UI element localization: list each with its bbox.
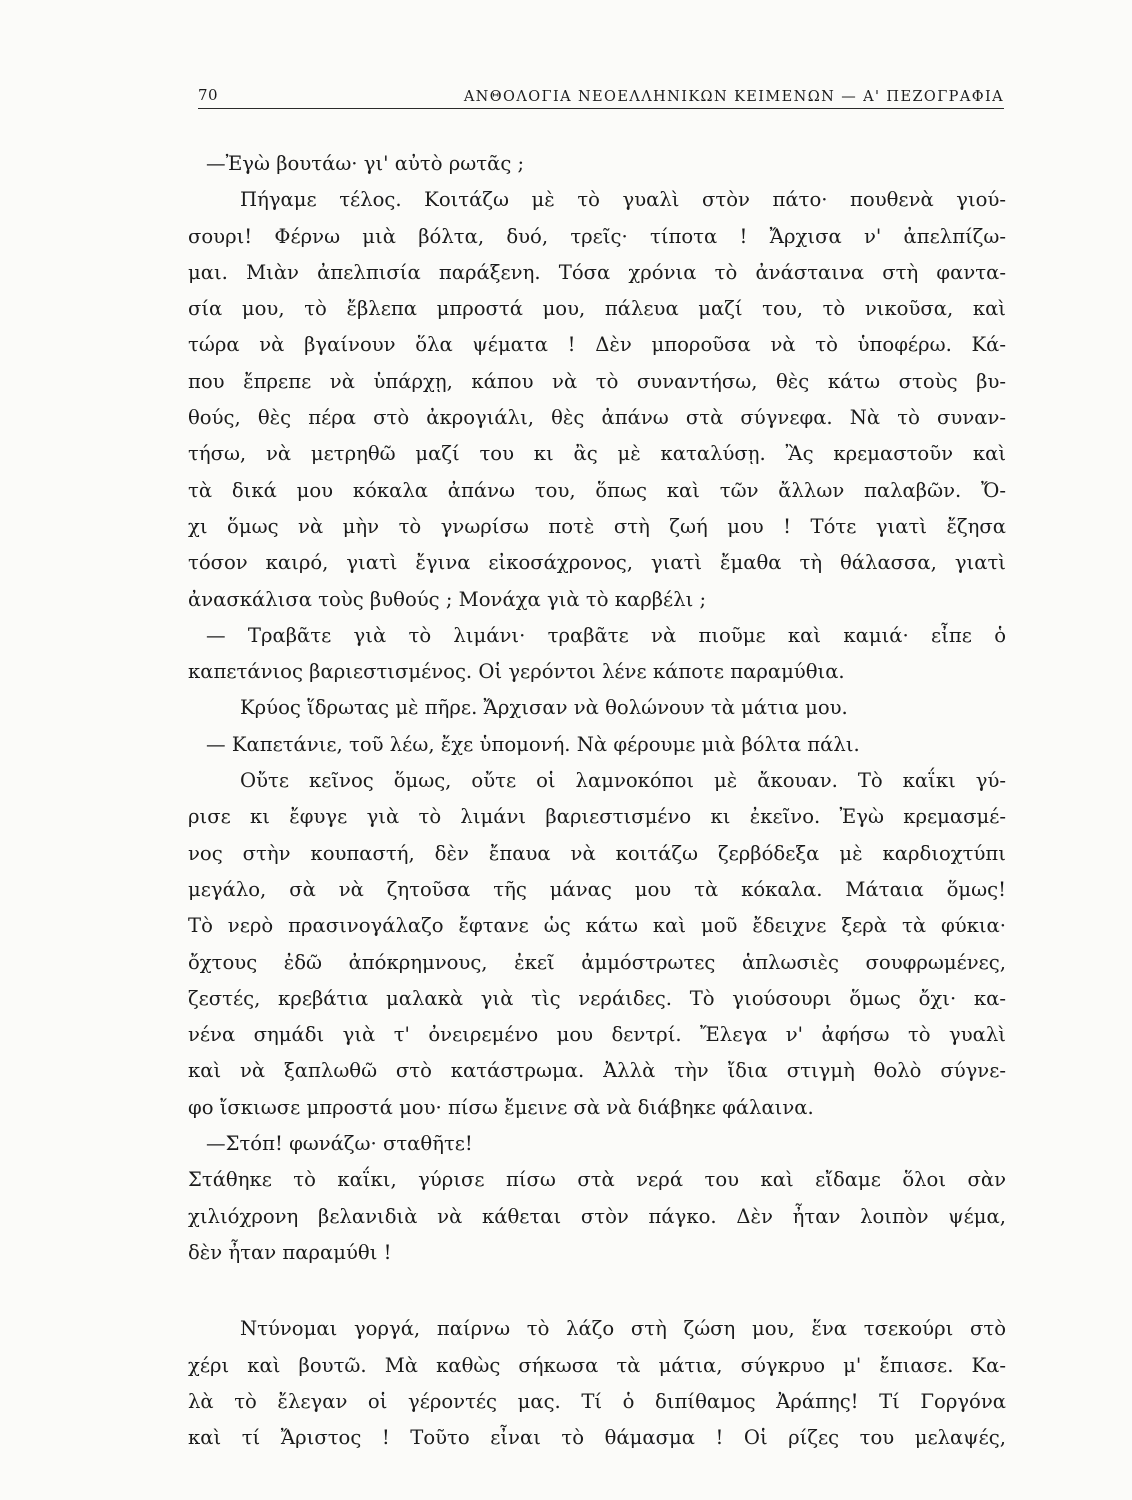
text-line: Τὸ νερὸ πρασινογάλαζο ἔφτανε ὡς κάτω καὶ μοῦ ἔδειχνε ξερὰ τὰ φύκια·: [188, 914, 1006, 938]
text-line: σία μου, τὸ ἔβλεπα μπροστά μου, πάλευα μαζί του, τὸ νικοῦσα, καὶ: [188, 297, 1006, 321]
text-line: Πήγαμε τέλος. Κοιτάζω μὲ τὸ γυαλὶ στὸν πάτο· πουθενὰ γιού-: [240, 188, 1006, 212]
text-line: τόσον καιρό, γιατὶ ἔγινα εἰκοσάχρονος, γιατὶ ἔμαθα τὴ θάλασσα, γιατὶ: [188, 551, 1006, 575]
running-title: ΑΝΘΟΛΟΓΙΑ ΝΕΟΕΛΛΗΝΙΚΩΝ ΚΕΙΜΕΝΩΝ — Α' ΠΕΖΟΓΡΑΦΙΑ: [463, 89, 1004, 105]
text-line: χιλιόχρονη βελανιδιὰ νὰ κάθεται στὸν πάγκο. Δὲν ἦταν λοιπὸν ψέμα,: [188, 1204, 1006, 1228]
text-line: — Τραβᾶτε γιὰ τὸ λιμάνι· τραβᾶτε νὰ πιοῦμε καὶ καμιά· εἶπε ὁ: [206, 623, 1006, 647]
header-rule: [198, 108, 1004, 109]
text-line: χέρι καὶ βουτῶ. Μὰ καθὼς σήκωσα τὰ μάτια, σύγκρυο μ' ἔπιασε. Κα-: [188, 1353, 1006, 1377]
text-line: τώρα νὰ βγαίνουν ὅλα ψέματα ! Δὲν μποροῦσα νὰ τὸ ὑποφέρω. Κά-: [188, 333, 1006, 357]
text-line: Στάθηκε τὸ καΐκι, γύρισε πίσω στὰ νερά του καὶ εἴδαμε ὅλοι σὰν: [188, 1168, 1006, 1192]
text-line: ρισε κι ἔφυγε γιὰ τὸ λιμάνι βαριεστισμένο κι ἐκεῖνο. Ἐγὼ κρεμασμέ-: [188, 805, 1006, 829]
text-line: νένα σημάδι γιὰ τ' ὀνειρεμένο μου δεντρί. Ἔλεγα ν' ἀφήσω τὸ γυαλὶ: [188, 1023, 1006, 1047]
text-line: καὶ νὰ ξαπλωθῶ στὸ κατάστρωμα. Ἀλλὰ τὴν ἴδια στιγμὴ θολὸ σύγνε-: [188, 1059, 1006, 1083]
text-line: —Ἐγὼ βουτάω· γι' αὐτὸ ρωτᾶς ;: [206, 152, 525, 175]
text-line: φο ἴσκιωσε μπροστά μου· πίσω ἔμεινε σὰ νὰ διάβηκε φάλαινα.: [188, 1095, 814, 1119]
text-line: Κρύος ἵδρωτας μὲ πῆρε. Ἄρχισαν νὰ θολώνουν τὰ μάτια μου.: [240, 696, 848, 720]
text-line: χι ὅμως νὰ μὴν τὸ γνωρίσω ποτὲ στὴ ζωή μου ! Τότε γιατὶ ἔζησα: [188, 514, 1006, 538]
text-line: τὰ δικά μου κόκαλα ἀπάνω του, ὅπως καὶ τῶν ἄλλων παλαβῶν. Ὄ-: [188, 478, 1006, 502]
text-line: μεγάλο, σὰ νὰ ζητοῦσα τῆς μάνας μου τὰ κόκαλα. Μάταια ὅμως!: [188, 877, 1006, 901]
text-line: τήσω, νὰ μετρηθῶ μαζί του κι ἂς μὲ καταλύσῃ. Ἂς κρεμαστοῦν καὶ: [188, 442, 1006, 466]
text-line: Ντύνομαι γοργά, παίρνω τὸ λάζο στὴ ζώση μου, ἕνα τσεκούρι στὸ: [240, 1317, 1006, 1341]
text-line: ἀνασκάλισα τοὺς βυθούς ; Μονάχα γιὰ τὸ καρβέλι ;: [188, 587, 707, 611]
text-line: Οὔτε κεῖνος ὅμως, οὔτε οἱ λαμνοκόποι μὲ ἄκουαν. Τὸ καΐκι γύ-: [240, 769, 1006, 793]
text-line: καπετάνιος βαριεστισμένος. Οἱ γερόντοι λένε κάποτε παραμύθια.: [188, 660, 845, 684]
body-text: [188, 146, 1006, 1456]
text-line: δὲν ἦταν παραμύθι !: [188, 1240, 392, 1264]
page-number: 70: [198, 86, 219, 104]
text-line: μαι. Μιὰν ἀπελπισία παράξενη. Τόσα χρόνια τὸ ἀνάσταινα στὴ φαντα-: [188, 260, 1006, 284]
text-line: ὄχτους ἐδῶ ἀπόκρημνους, ἐκεῖ ἀμμόστρωτες ἁπλωσιὲς σουφρωμένες,: [188, 950, 1006, 974]
text-line: θούς, θὲς πέρα στὸ ἀκρογιάλι, θὲς ἀπάνω στὰ σύγνεφα. Νὰ τὸ συναν-: [188, 406, 1006, 430]
text-line: καὶ τί Ἄριστος ! Τοῦτο εἶναι τὸ θάμασμα ! Οἱ ρίζες του μελαψές,: [188, 1426, 1006, 1450]
text-line: ζεστές, κρεβάτια μαλακὰ γιὰ τὶς νεράιδες. Τὸ γιούσουρι ὅμως ὄχι· κα-: [188, 986, 1006, 1010]
text-line: σουρι! Φέρνω μιὰ βόλτα, δυό, τρεῖς· τίποτα ! Ἄρχισα ν' ἀπελπίζω-: [188, 224, 1006, 248]
text-line: — Καπετάνιε, τοῦ λέω, ἔχε ὑπομονή. Νὰ φέρουμε μιὰ βόλτα πάλι.: [206, 732, 860, 756]
text-line: νος στὴν κουπαστή, δὲν ἔπαυα νὰ κοιτάζω ζερβόδεξα μὲ καρδιοχτύπι: [188, 841, 1006, 865]
paragraph-gap: [188, 1271, 1006, 1311]
text-line: —Στόπ! φωνάζω· σταθῆτε!: [206, 1132, 473, 1156]
text-line: λὰ τὸ ἔλεγαν οἱ γέροντές μας. Τί ὁ διπίθαμος Ἀράπης! Τί Γοργόνα: [188, 1389, 1006, 1413]
page-header: [198, 86, 1004, 116]
text-line: που ἔπρεπε νὰ ὑπάρχῃ, κάπου νὰ τὸ συναντήσω, θὲς κάτω στοὺς βυ-: [188, 369, 1006, 393]
